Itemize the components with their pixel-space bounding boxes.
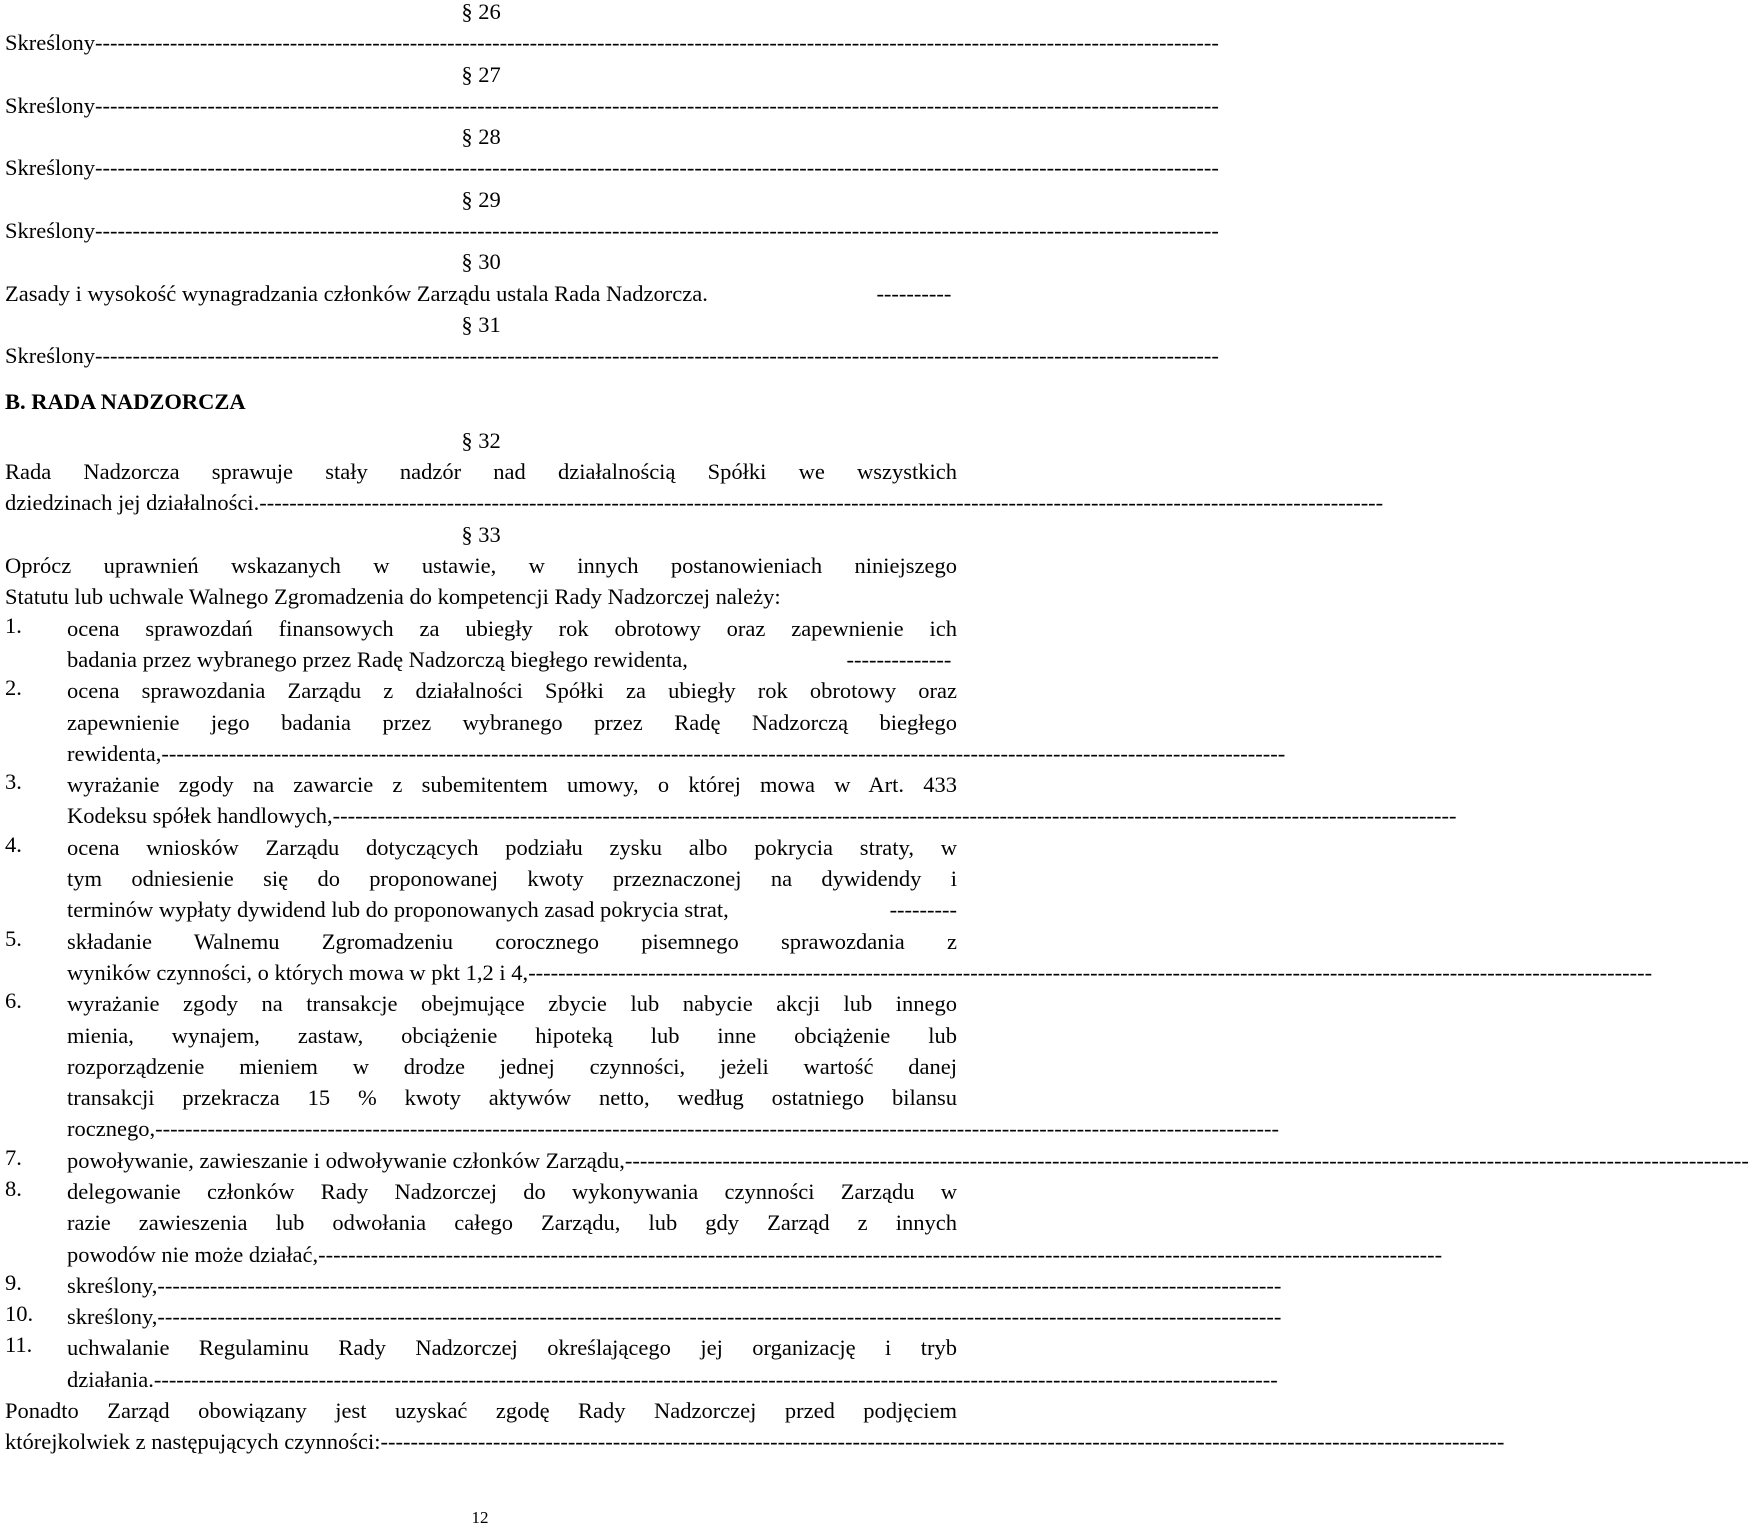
list-item-11: 11. uchwalanie Regulaminu Rady Nadzorczej określającego jej organizację i tryb działania. ------------------------------------------------------------------------------------------------------------------------------------------------------ xyxy=(5,1332,1278,1392)
section-mark-30: § 30 xyxy=(461,249,501,275)
section-mark-29: § 29 xyxy=(461,186,501,212)
chapter-heading: B. RADA NADZORCZA xyxy=(5,388,246,414)
list-item-8: 8. delegowanie członków Rady Nadzorczej do wykonywania czynności Zarządu w razie zawieszenia lub odwołania całego Zarządu, lub gdy Zarząd z innych powodów nie może działać, ------------------------------------------------------------------------------------------------------------------------------------------------------ xyxy=(5,1175,1443,1267)
list-item-9: 9. skreślony, ------------------------------------------------------------------------------------------------------------------------------------------------------ xyxy=(5,1269,1287,1298)
list-item-3: 3. wyrażanie zgody na zawarcie z subemitentem umowy, o której mowa w Art. 433 Kodeksu spółek handlowych, ------------------------------------------------------------------------------------------------------------------------------------------------------ xyxy=(5,769,1457,829)
section-mark-26: § 26 xyxy=(461,0,501,24)
section-mark-33: § 33 xyxy=(461,521,501,547)
section-mark-27: § 27 xyxy=(461,61,501,87)
section-33-intro-line-1: Oprócz uprawnień wskazanych w ustawie, w innych postanowieniach niniejszego xyxy=(5,553,957,579)
section-29-text: Skreślony ------------------------------------------------------------------------------------------------------------------------------------------------------ xyxy=(5,218,1225,244)
list-item-6: 6. wyrażanie zgody na transakcje obejmujące zbycie lub nabycie akcji lub innego mienia, wynajem, zastaw, obciążenie hipoteką lub inne obciążenie lub rozporządzenie mieniem w drodze jednej czynności, jeżeli wartość danej transakcji przekracza 15 % kwoty aktywów netto, według ostatniego bilansu rocznego, ------------------------------------------------------------------------------------------------------------------------------------------------------ xyxy=(5,988,1285,1142)
section-27-text: Skreślony ------------------------------------------------------------------------------------------------------------------------------------------------------ xyxy=(5,92,1225,118)
section-31-text: Skreślony ------------------------------------------------------------------------------------------------------------------------------------------------------ xyxy=(5,343,1225,369)
page-number: 12 xyxy=(471,1508,489,1527)
list-item-1: 1. ocena sprawozdań finansowych za ubiegły rok obrotowy oraz zapewnienie ich badania przez wybranego przez Radę Nadzorczą biegłego rewidenta, -------------- xyxy=(5,612,957,672)
section-mark-28: § 28 xyxy=(461,124,501,150)
document-page xyxy=(5,0,1749,1458)
section-33-intro-line-2: Statutu lub uchwale Walnego Zgromadzenia do kompetencji Rady Nadzorczej należy: xyxy=(5,584,781,610)
list-item-2: 2. ocena sprawozdania Zarządu z działalności Spółki za ubiegły rok obrotowy oraz zapewnienie jego badania przez wybranego przez Radę Nadzorczą biegłego rewidenta, ------------------------------------------------------------------------------------------------------------------------------------------------------ xyxy=(5,675,1286,766)
section-28-text: Skreślony ------------------------------------------------------------------------------------------------------------------------------------------------------ xyxy=(5,155,1225,181)
section-32-line-1: Rada Nadzorcza sprawuje stały nadzór nad działalnością Spółki we wszystkich xyxy=(5,459,957,485)
closing-line-2: którejkolwiek z następujących czynności: ------------------------------------------------------------------------------------------------------------------------------------------------------ xyxy=(5,1429,1511,1455)
section-32-line-2: dziedzinach jej działalności. ------------------------------------------------------------------------------------------------------------------------------------------------------ xyxy=(5,490,1389,516)
section-mark-31: § 31 xyxy=(461,311,501,337)
closing-line-1: Ponadto Zarząd obowiązany jest uzyskać zgodę Rady Nadzorczej przed podjęciem xyxy=(5,1398,957,1424)
list-item-7: 7. powoływanie, zawieszanie i odwoływanie członków Zarządu, ------------------------------------------------------------------------------------------------------------------------------------------------------ xyxy=(5,1144,1749,1173)
section-30-text: Zasady i wysokość wynagradzania członków Zarządu ustala Rada Nadzorcza. ---------- xyxy=(5,280,957,306)
list-item-4: 4. ocena wniosków Zarządu dotyczących podziału zysku albo pokrycia straty, w tym odniesienie się do proponowanej kwoty przeznaczonej na dywidendy i terminów wypłaty dywidend lub do proponowanych zasad pokrycia strat, --------- xyxy=(5,831,957,923)
list-item-10: 10. skreślony, ------------------------------------------------------------------------------------------------------------------------------------------------------ xyxy=(5,1301,1287,1330)
list-item-5: 5. składanie Walnemu Zgromadzeniu corocznego pisemnego sprawozdania z wyników czynności, o których mowa w pkt 1,2 i 4, ------------------------------------------------------------------------------------------------------------------------------------------------------ xyxy=(5,925,1658,985)
section-mark-32: § 32 xyxy=(461,427,501,453)
section-26-text: Skreślony ------------------------------------------------------------------------------------------------------------------------------------------------------ xyxy=(5,30,1225,56)
